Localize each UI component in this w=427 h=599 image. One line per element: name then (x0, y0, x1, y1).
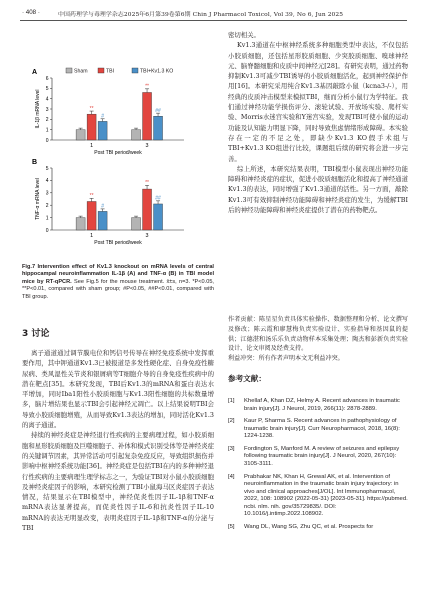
reference-item (228, 418, 408, 441)
y-tick-label: 2 (45, 117, 49, 124)
bar (76, 130, 85, 140)
x-tick-label: 1 (90, 233, 94, 239)
reference-item (228, 524, 408, 532)
reference-number: [2] (228, 418, 235, 425)
bar (132, 130, 141, 140)
header-rule (20, 20, 407, 21)
x-axis-label: Post TBI period/week (94, 150, 142, 156)
figure-7 (22, 64, 218, 256)
y-tick-label: 2 (45, 203, 49, 209)
y-tick-label: 3 (45, 190, 49, 197)
bar (87, 114, 96, 140)
figure-7-chart (22, 64, 218, 256)
conflict-statement: 利益冲突：所有作者声明本文无利益冲突。 (228, 355, 344, 363)
x-tick-label: 3 (145, 233, 149, 239)
significance-mark: ** (89, 193, 94, 200)
significance-mark: ** (145, 180, 149, 187)
y-tick-label: 5 (45, 165, 49, 172)
reference-text: Prabhakar NK, Khan H, Grewal AK, et al. Intervention of neuroinflammation in the traumatic brain injury trajectory: in vivo and clinical approaches[J/OL]. Int Immunopharmacol, 2022, 108: 108902 (2022-05-31) [2023-05-31]. https://pubmed. ncbi. nlm. nih. gov/35729835/. DOI: 10.1016/j.intimp.2022.108902. (244, 473, 408, 518)
reference-number: [3] (228, 445, 235, 452)
significance-mark: # (101, 203, 104, 210)
journal-running-head: 中国药理学与毒理学杂志2025年6月第39卷第6期 Chin J Pharmacol Toxicol, Vol 39, No 6, Jun 2025 (58, 12, 344, 18)
reference-item (228, 474, 408, 519)
y-tick-label: 5 (45, 86, 49, 93)
y-tick-label: 0 (45, 227, 49, 234)
x-tick-label: 3 (145, 143, 149, 149)
legend-swatch (66, 68, 72, 73)
panel-label: A (32, 69, 38, 76)
bar (76, 218, 85, 230)
bar (143, 189, 152, 230)
figure-caption-body: See Fig.5 for the mouse treatment. x̄±s, n=3. *P<0.05, **P<0.01, compared with sham group; #P<0.05, ##P<0.01, compared with TBI group. (22, 278, 214, 300)
bar (143, 92, 152, 140)
bar (132, 218, 141, 230)
discussion-paragraph: 密切相关。 (228, 31, 260, 39)
discussion-paragraph: 离子通道通过调节膜电位和钙信号传导在神经免疫系统中发挥重要作用，其中钾通道Kv1.3已被报道是多发性硬化症、自身免疫性糖尿病、类风湿性关节炎和银屑病等T细胞介导的自身免疫性疾病中的潜在靶点[35]。本研究发现，TBI后Kv1.3的mRNA和蛋白表达水平增加，同时Iba1阳性小胶质细胞与Kv1.3阳性细胞的共标数量增多，脑片增结果也显示TBI会引起神经元凋亡。以上结果说明TBI会导致小胶质细胞增殖，从而导致Kv1.3表达的增加，同时活化Kv1.3的离子通道。 (22, 349, 214, 430)
bar (154, 116, 163, 140)
legend-swatch (132, 68, 138, 73)
bar (87, 201, 96, 230)
reference-number: [4] (228, 473, 235, 480)
reference-text: Kaur P, Sharma S. Recent advances in pathophysiology of traumatic brain injury[J]. Curr Neuropharmacol, 2018, 16(8): 1224-1238. (244, 418, 400, 440)
discussion-paragraph: Kv1.3通道在中枢神经系统多种细胞类型中表达，不仅包括小胶质细胞，还包括星形胶质细胞、少突胶质细胞、嗅球神经元、脑脊髓细胞和皮质中间神经元[28]。有研究表明，通过药物抑制Kv1.3可减少TBI诱导的小胶质细胞活化，起到神经保护作用[16]。本研究采用纯合Kv1.3基因敲除小鼠（kcna3-/-），用经典的皮质冲击模型来模拟TBI，继而分析小鼠行为学特征。我们通过神经功能学损伤评分、滚轮试验、开放场实验、爬杆实验、Morris水迷宫实验和Y迷宫实验，发现TBI可使小鼠的运动功能及认知能力明显下降，同时导致焦虑情绪形成障碍。本实验存在一定的不足之处，即缺少Kv1.3 KO假手术组与TBI+Kv1.3 KO组进行比较，课题组后续的研究将会进一步完善。 (228, 41, 408, 163)
y-tick-label: 4 (45, 178, 49, 185)
page-number: · 408 · (22, 9, 40, 16)
bar (98, 121, 107, 140)
y-axis-label: TNF-α mRNA level (35, 178, 41, 220)
discussion-paragraph: 持续的神经炎症是神经退行性疾病的主要病理过程，如小胶质细胞和星形胶质细胞及巨噬细胞子、补体和模式识别受体等是神经炎症的关键调节因素，其异常活动可引起复杂免疫反应，导致组织损伤并影响中枢神经系统功能[36]。神经炎症是包括TBI在内的多种神经退行性疾病的主要病理生理学标志之一，为验证TBI对小鼠小胶质细胞及神经炎症因子的影响，本研究检测了TBI小鼠海马区炎症因子表达情况，结果显示在TBI模型中，神经促炎性因子IL-1β和TNF-α mRNA表达显著提高，而促炎性因子IL-6和抗炎性因子IL-10 mRNA的表达无明显改变，表明炎症因子IL-1β和TNF-α的分泌与TBI (22, 431, 214, 533)
reference-number: [5] (228, 523, 235, 530)
y-tick-label: 1 (45, 127, 49, 134)
y-tick-label: 6 (45, 75, 49, 82)
significance-mark: ** (145, 83, 149, 90)
discussion-paragraph: 综上所述，本研究结果表明，TBI模型小鼠表现出神经功能障碍和神经炎症的症状，促进小胶质细胞活化和提高了神经通道Kv1.3的表达，同时增强了Kv1.3通道的活性。另一方面，敲除Kv1.3可有效抑制神经功能障碍和神经炎症的发生，为缓解TBI后的神经功能障碍和神经炎症提供了潜在的药物靶点。 (228, 164, 408, 215)
reference-text: Fordington S, Manford M. A review of seizures and epilepsy following traumatic brain injury[J]. J Neurol, 2020, 267(10): 3105-3111. (244, 445, 400, 467)
author-contributions (228, 315, 408, 364)
y-tick-label: 1 (45, 215, 49, 222)
legend-swatch (98, 68, 104, 73)
legend-label: Sham (74, 68, 88, 75)
reference-number: [1] (228, 398, 235, 404)
reference-item (228, 398, 408, 413)
bar (154, 204, 163, 230)
figure-caption (22, 264, 214, 301)
x-tick-label: 1 (90, 143, 94, 149)
reference-text: Wang DL, Wang SG, Zhu QC, et al. Prospects for (244, 523, 374, 530)
y-tick-label: 0 (45, 137, 49, 144)
y-tick-label: 4 (45, 96, 49, 103)
significance-mark: ** (89, 105, 94, 112)
y-tick-label: 3 (45, 106, 49, 113)
references-heading: 参考文献： (228, 374, 266, 383)
legend-label: TBI (106, 68, 115, 75)
reference-list (228, 398, 408, 536)
x-axis-label: Post TBI period/week (94, 240, 142, 246)
figure-caption-label: Fig.7 (22, 264, 36, 270)
legend-label: TBI+Kv1.3 KO (140, 68, 174, 75)
discussion-right-column (228, 30, 408, 215)
reference-item (228, 446, 408, 469)
reference-text: Khellaf A, Khan DZ, Helmy A. Recent advances in traumatic brain injury[J]. J Neurol, 2019, 266(11): 2878-2889. (244, 398, 400, 412)
bar (98, 211, 107, 230)
y-axis-label: IL-1β mRNA level (35, 89, 41, 129)
significance-mark: # (101, 113, 104, 120)
page-header (0, 0, 427, 30)
significance-mark: ## (155, 195, 161, 202)
figure-caption-title: Intervention effect of Kv1.3 knockout on mRNA levels of central hippocampal neuroinflammation IL-1β (A) and TNF-α (B) in TBI model mice by RT-qPCR. (22, 264, 214, 285)
discussion-left-column (22, 348, 214, 533)
contribution-statement: 作者贡献：陈星星负责具体实验操作、数据整理和分析、论文撰写及修改；陈云霞和廖慧梅负责实验设计、实验指导和基因鼠的提供；江德湛和汤乐乐负责动物样本采集处理；陶杰和彭新负责实验设计、论文审阅及经费支持。 (228, 316, 408, 353)
panel-label: B (32, 159, 38, 166)
section-heading-discussion: 3 讨论 (22, 329, 50, 339)
significance-mark: ## (155, 107, 161, 114)
